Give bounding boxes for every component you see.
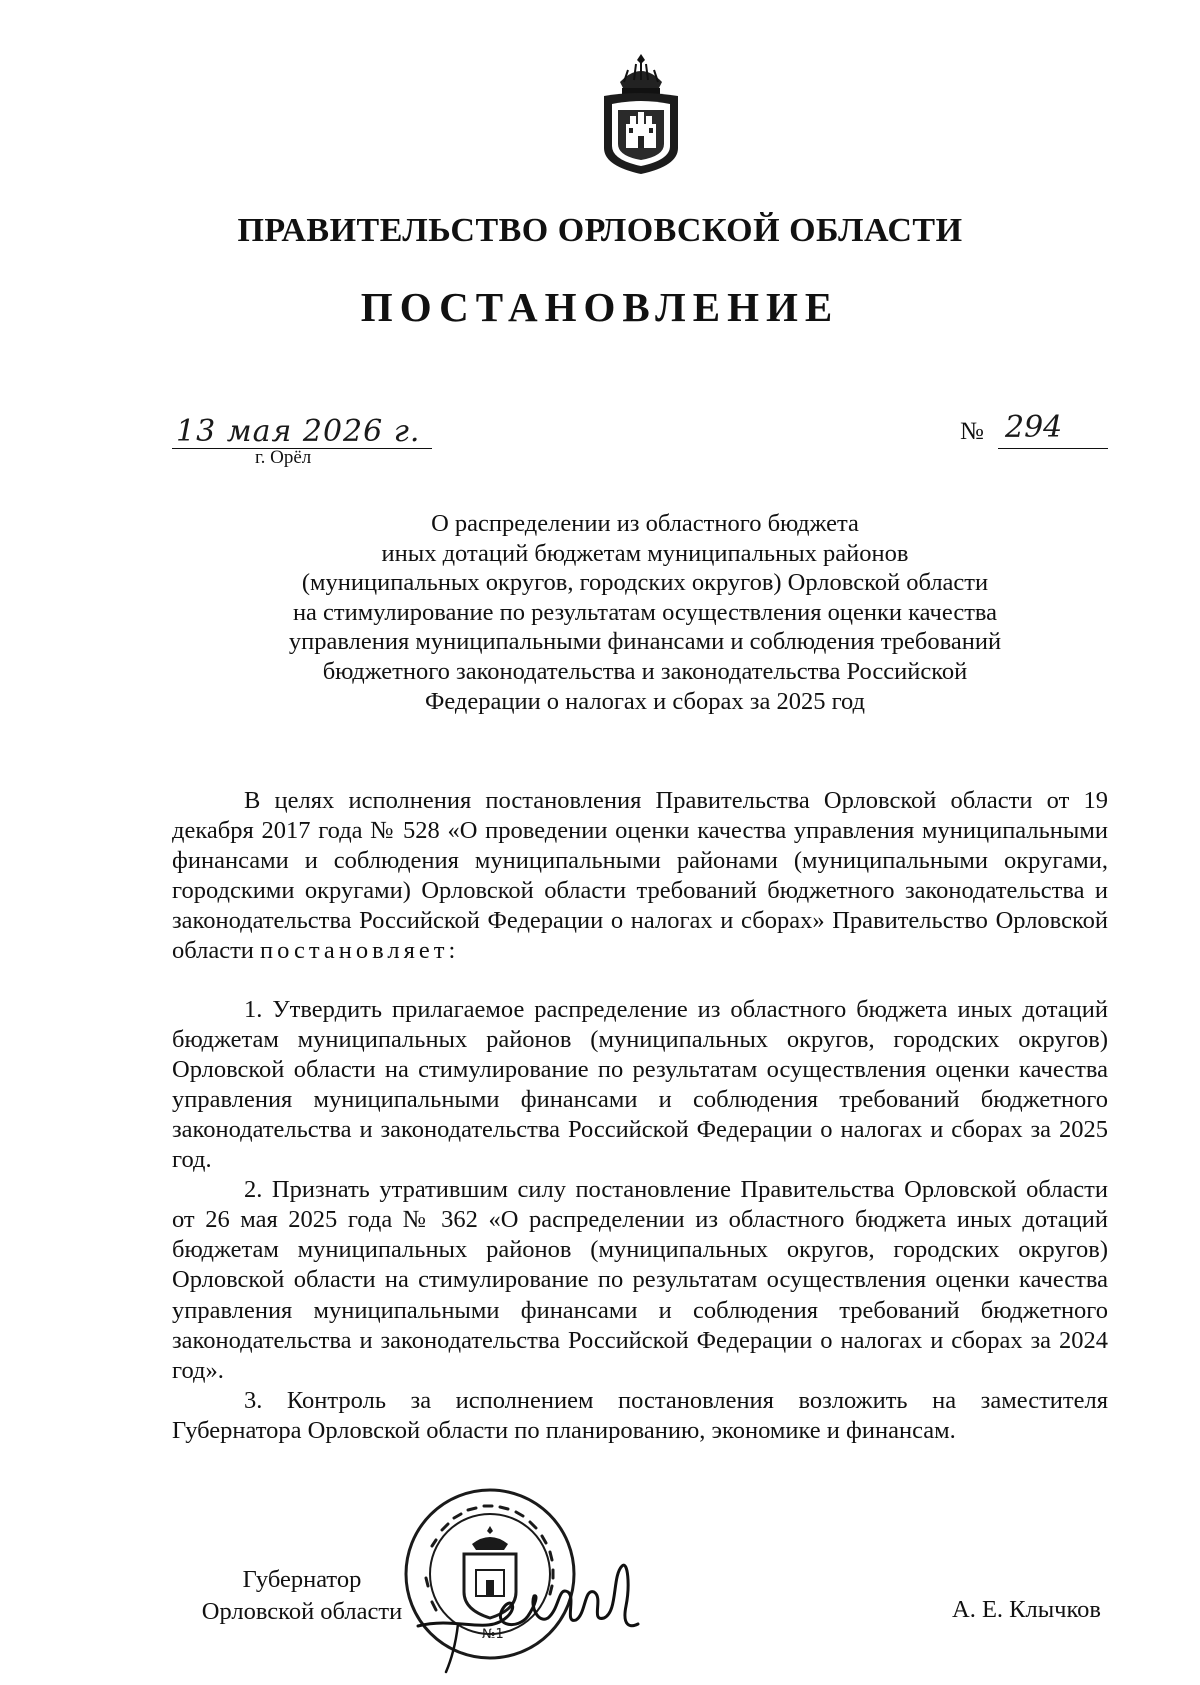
document-city: г. Орёл [255,447,312,468]
signer-position-line: Орловской области [201,1598,403,1625]
signer-position [172,1564,432,1628]
stamp-number: №1 [482,1627,504,1642]
subject-line: управления муниципальными финансами и соблюдения требований [288,628,1002,656]
signer-position-line: Губернатор [242,1566,362,1593]
number-label: № [960,418,984,445]
body-item-1: 1. Утвердить прилагаемое распределение из областного бюджета иных дотаций бюджетам муниципальных районов (муниципальных округов, городских округов) Орловской области на стимулирование по результатам осуществления оценки качества управления муниципальными финансами и соблюдения требований бюджетного законодательства и законодательства Российской Федерации о налогах и сборах за 2025 год. [172,995,1108,1174]
number-underline [998,448,1108,449]
subject-line: на стимулирование по результатам осуществления оценки качества [292,598,998,626]
signature-icon [398,1546,698,1676]
organization-title: ПРАВИТЕЛЬСТВО ОРЛОВСКОЙ ОБЛАСТИ [237,212,963,249]
document-subject [0,509,1200,716]
subject-line: О распределении из областного бюджета [431,510,859,537]
subject-line: Федерации о налогах и сборах за 2025 год [424,687,866,715]
subject-line: (муниципальных округов, городских округов) Орловской области [301,569,989,597]
coat-of-arms-icon [598,52,684,176]
document-body [172,786,1108,1446]
resolves-word: постановляет: [260,937,460,965]
document-date: 13 мая 2026 г. [176,414,421,449]
intro-paragraph [172,786,1108,967]
body-item-2: 2. Признать утратившим силу постановление Правительства Орловской области от 26 мая 2025 года № 362 «О распределении из областного бюджета иных дотаций бюджетам муниципальных районов (муниципальных округов, городских округов) Орловской области на стимулирование по результатам осуществления оценки качества управления муниципальными финансами и соблюдения требований бюджетного законодательства и законодательства Российской Федерации о налогах и сборах за 2024 год». [172,1176,1108,1384]
body-item-3: 3. Контроль за исполнением постановления возложить на заместителя Губернатора Орловской области по планированию, экономике и финансам. [172,1386,1108,1444]
subject-line: бюджетного законодательства и законодательства Российской [322,657,968,685]
document-number: 294 [1005,410,1063,445]
document-type-title: ПОСТАНОВЛЕНИЕ [360,284,840,330]
intro-text: В целях исполнения постановления Правительства Орловской области от 19 декабря 2017 года № 528 «О проведении оценки качества управления муниципальными финансами и соблюдения муниципальными районами (муниципальными округами, городскими округами) Орловской области требований бюджетного законодательства и законодательства Российской Федерации о налогах и сборах» Правительство Орловской области [172,787,1108,965]
signer-name: А. Е. Клычков [952,1596,1101,1623]
subject-line: иных дотаций бюджетам муниципальных районов [381,539,909,567]
